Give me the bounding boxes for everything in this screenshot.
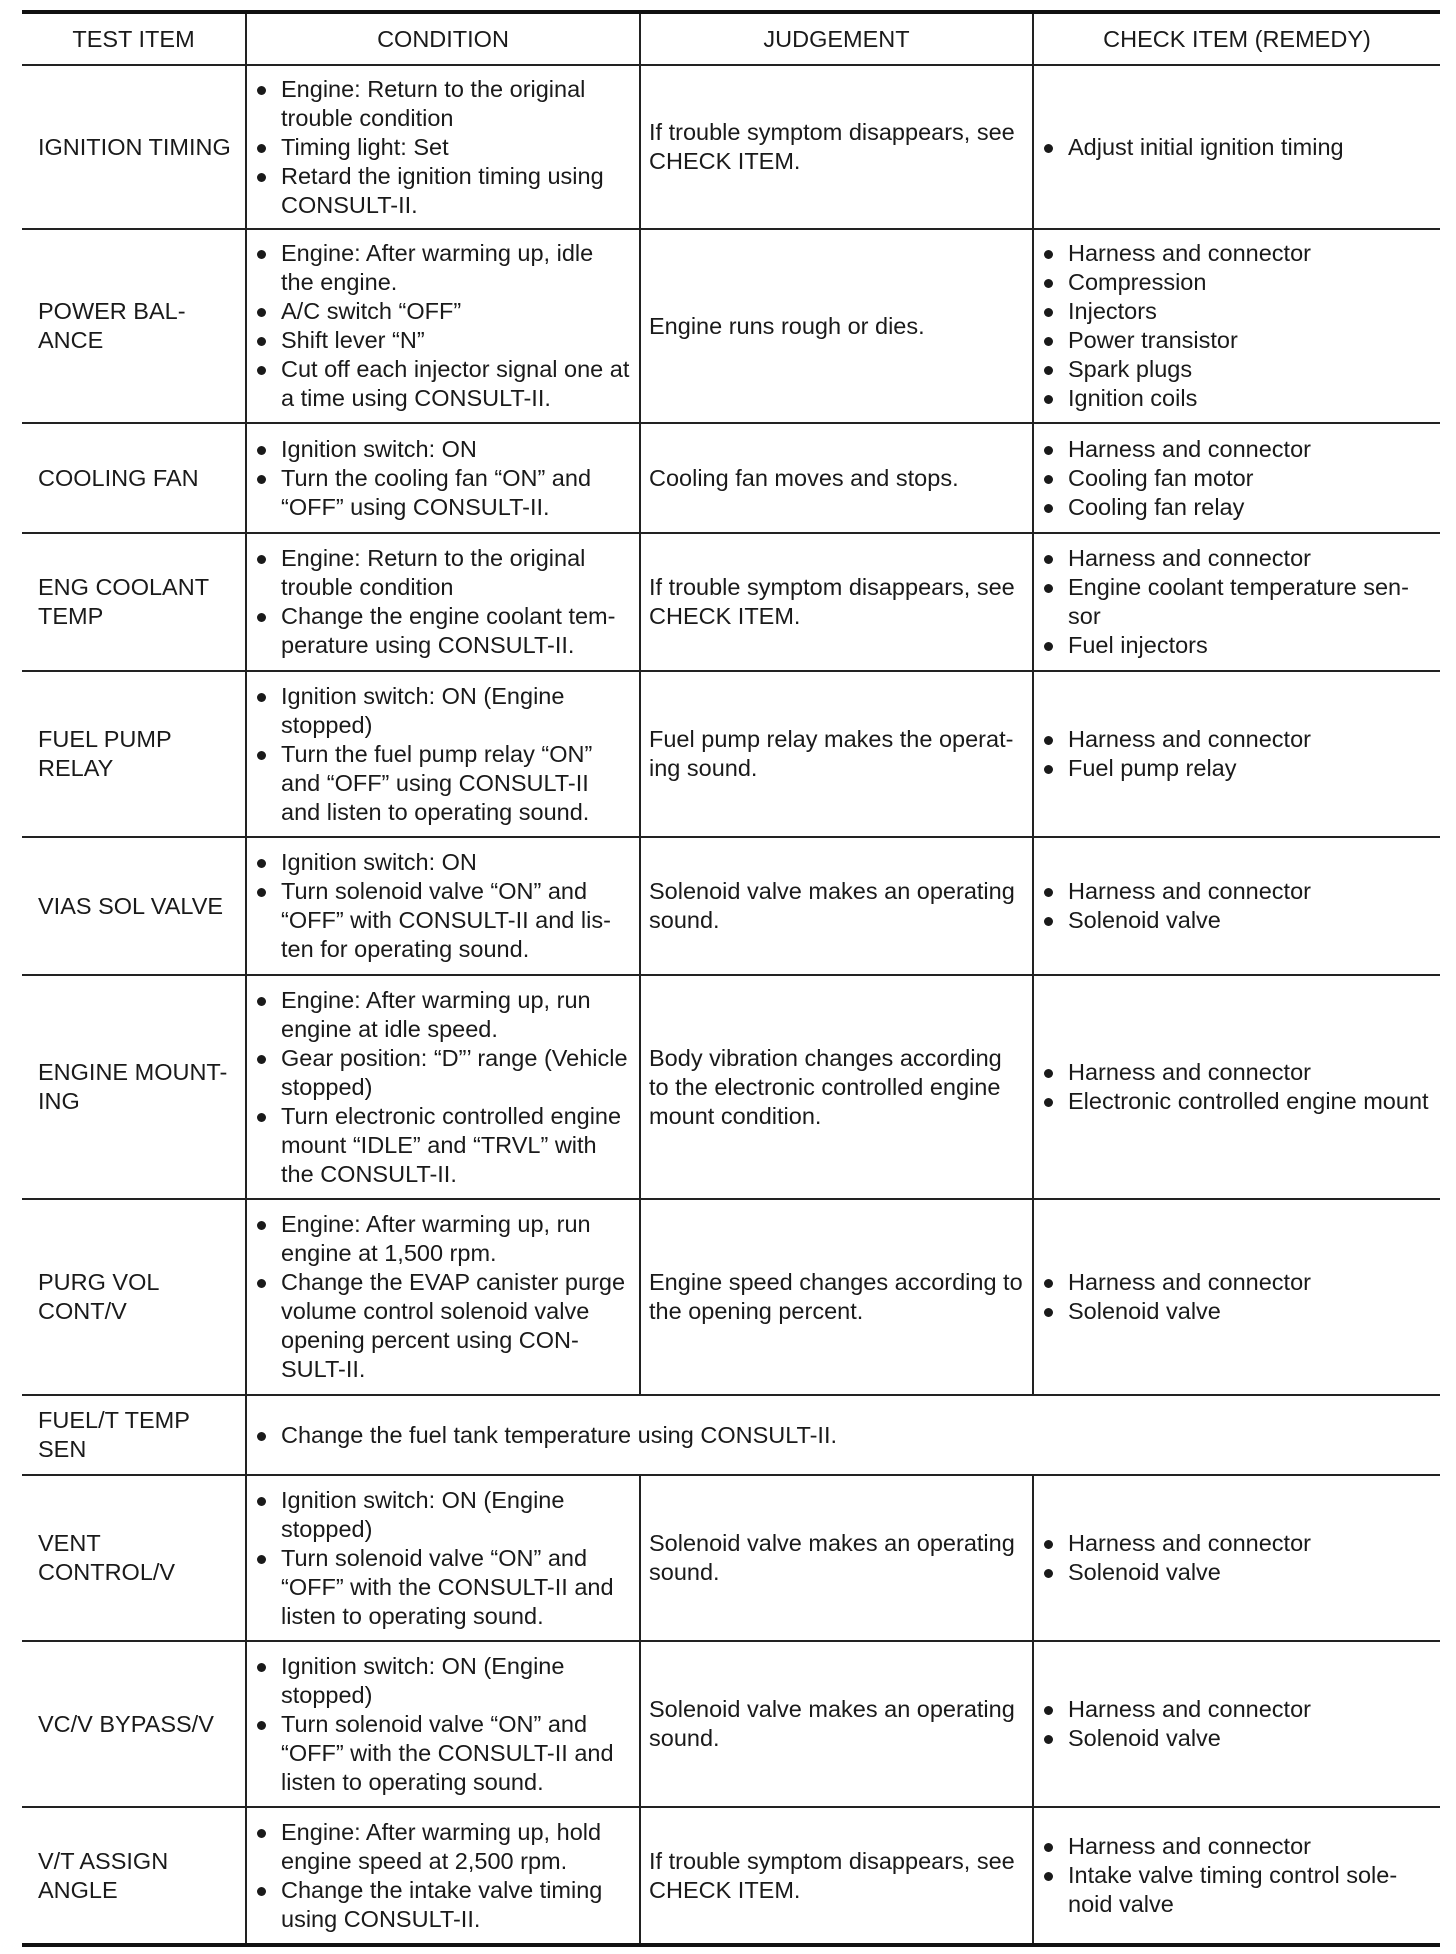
judgement-cell: Cooling fan moves and stops. [640, 423, 1033, 533]
check-item-list [1042, 133, 1432, 162]
condition-cell [246, 1641, 640, 1807]
condition-item: Ignition switch: ON (Engine stopped) [255, 682, 631, 740]
active-test-table [22, 10, 1440, 1947]
check-item-list [1042, 1058, 1432, 1116]
check-item-cell [1033, 1199, 1440, 1395]
condition-cell [246, 229, 640, 423]
check-item: Solenoid valve [1042, 1558, 1432, 1587]
check-item: Harness and connector [1042, 1695, 1432, 1724]
check-item-list [1042, 239, 1432, 413]
check-item: Harness and connector [1042, 1058, 1432, 1087]
check-item: Harness and connector [1042, 877, 1432, 906]
header-row [22, 12, 1440, 65]
condition-item: Ignition switch: ON (Engine stopped) [255, 1652, 631, 1710]
check-item: Power transistor [1042, 326, 1432, 355]
check-item: Harness and connector [1042, 435, 1432, 464]
test-item-cell: FUEL/T TEMP SEN [22, 1395, 246, 1475]
condition-list [255, 1486, 631, 1631]
condition-item: Turn solenoid valve “ON” and “OFF” with the CONSULT-II and listen to operating sound. [255, 1710, 631, 1797]
table-row [22, 1641, 1440, 1807]
condition-list [255, 75, 631, 220]
condition-item: Retard the ignition timing using CONSULT-II. [255, 162, 631, 220]
header-test-item: TEST ITEM [22, 12, 246, 65]
condition-item: Engine: Return to the original trouble condition [255, 544, 631, 602]
condition-item: Engine: After warming up, run engine at idle speed. [255, 986, 631, 1044]
condition-item: Timing light: Set [255, 133, 631, 162]
check-item-cell [1033, 423, 1440, 533]
condition-item: Ignition switch: ON [255, 435, 631, 464]
condition-list [255, 435, 631, 522]
check-item-cell [1033, 837, 1440, 975]
check-item: Harness and connector [1042, 1832, 1432, 1861]
check-item: Adjust initial ignition timing [1042, 133, 1432, 162]
check-item: Cooling fan motor [1042, 464, 1432, 493]
test-item-cell: COOLING FAN [22, 423, 246, 533]
test-item-cell: ENG COOLANT TEMP [22, 533, 246, 671]
judgement-cell: Solenoid valve makes an operating sound. [640, 837, 1033, 975]
test-item-cell: V/T ASSIGN ANGLE [22, 1807, 246, 1945]
condition-list [255, 986, 631, 1189]
condition-cell [246, 975, 640, 1199]
check-item: Harness and connector [1042, 1529, 1432, 1558]
check-item-cell [1033, 975, 1440, 1199]
condition-item: Engine: After warming up, idle the engine. [255, 239, 631, 297]
check-item: Ignition coils [1042, 384, 1432, 413]
condition-item: Engine: After warming up, run engine at 1,500 rpm. [255, 1210, 631, 1268]
check-item: Spark plugs [1042, 355, 1432, 384]
condition-cell [246, 65, 640, 229]
table-row [22, 1807, 1440, 1945]
header-condition: CONDITION [246, 12, 640, 65]
test-item-cell: VENT CONTROL/V [22, 1475, 246, 1641]
condition-item: Turn electronic controlled engine mount “IDLE” and “TRVL” with the CONSULT-II. [255, 1102, 631, 1189]
check-item: Engine coolant temperature sen-sor [1042, 573, 1432, 631]
judgement-cell: Solenoid valve makes an operating sound. [640, 1475, 1033, 1641]
check-item-cell [1033, 65, 1440, 229]
check-item-cell [1033, 1641, 1440, 1807]
table-row [22, 423, 1440, 533]
condition-list [255, 239, 631, 413]
condition-list [255, 1652, 631, 1797]
condition-item: Change the intake valve timing using CONSULT-II. [255, 1876, 631, 1934]
check-item: Harness and connector [1042, 1268, 1432, 1297]
condition-item: Cut off each injector signal one at a time using CONSULT-II. [255, 355, 631, 413]
test-item-cell: FUEL PUMP RELAY [22, 671, 246, 837]
check-item-list [1042, 877, 1432, 935]
test-item-cell: VIAS SOL VALVE [22, 837, 246, 975]
check-item-cell [1033, 229, 1440, 423]
judgement-cell: If trouble symptom disappears, see CHECK ITEM. [640, 65, 1033, 229]
check-item: Solenoid valve [1042, 1724, 1432, 1753]
condition-list [255, 544, 631, 660]
judgement-cell: If trouble symptom disappears, see CHECK ITEM. [640, 533, 1033, 671]
condition-cell [246, 423, 640, 533]
condition-cell [246, 837, 640, 975]
condition-cell [246, 1475, 640, 1641]
condition-item: A/C switch “OFF” [255, 297, 631, 326]
check-item-list [1042, 1268, 1432, 1326]
condition-item: Turn the fuel pump relay “ON” and “OFF” using CONSULT-II and listen to operating sound. [255, 740, 631, 827]
condition-cell [246, 533, 640, 671]
check-item: Injectors [1042, 297, 1432, 326]
condition-cell [246, 1199, 640, 1395]
condition-item: Engine: After warming up, hold engine speed at 2,500 rpm. [255, 1818, 631, 1876]
test-item-cell: ENGINE MOUNT-ING [22, 975, 246, 1199]
check-item-list [1042, 1529, 1432, 1587]
check-item-list [1042, 1832, 1432, 1919]
check-item: Fuel pump relay [1042, 754, 1432, 783]
judgement-cell: Engine runs rough or dies. [640, 229, 1033, 423]
table-row [22, 65, 1440, 229]
check-item: Harness and connector [1042, 544, 1432, 573]
table-row [22, 837, 1440, 975]
check-item-cell [1033, 533, 1440, 671]
condition-cell [246, 671, 640, 837]
test-item-cell: VC/V BYPASS/V [22, 1641, 246, 1807]
condition-item: Turn solenoid valve “ON” and “OFF” with the CONSULT-II and listen to operating sound. [255, 1544, 631, 1631]
judgement-cell: Engine speed changes according to the opening percent. [640, 1199, 1033, 1395]
check-item-list [1042, 544, 1432, 660]
judgement-cell: If trouble symptom disappears, see CHECK ITEM. [640, 1807, 1033, 1945]
judgement-cell: Solenoid valve makes an operating sound. [640, 1641, 1033, 1807]
condition-item: Engine: Return to the original trouble condition [255, 75, 631, 133]
table-row [22, 1475, 1440, 1641]
condition-item: Change the engine coolant tem-perature using CONSULT-II. [255, 602, 631, 660]
check-item: Harness and connector [1042, 725, 1432, 754]
check-item-list [1042, 435, 1432, 522]
check-item: Fuel injectors [1042, 631, 1432, 660]
condition-item: Change the fuel tank temperature using CONSULT-II. [255, 1421, 1432, 1450]
condition-item: Turn the cooling fan “ON” and “OFF” using CONSULT-II. [255, 464, 631, 522]
test-item-cell: IGNITION TIMING [22, 65, 246, 229]
check-item: Electronic controlled engine mount [1042, 1087, 1432, 1116]
condition-cell [246, 1807, 640, 1945]
condition-item: Shift lever “N” [255, 326, 631, 355]
check-item: Harness and connector [1042, 239, 1432, 268]
check-item: Intake valve timing control sole-noid valve [1042, 1861, 1432, 1919]
header-judgement: JUDGEMENT [640, 12, 1033, 65]
table-row [22, 229, 1440, 423]
condition-item: Ignition switch: ON (Engine stopped) [255, 1486, 631, 1544]
condition-item: Change the EVAP canister purge volume control solenoid valve opening percent using CON-SULT-II. [255, 1268, 631, 1384]
check-item-cell [1033, 1807, 1440, 1945]
check-item-cell [1033, 671, 1440, 837]
condition-item: Ignition switch: ON [255, 848, 631, 877]
judgement-cell: Fuel pump relay makes the operat-ing sound. [640, 671, 1033, 837]
table-row [22, 671, 1440, 837]
condition-list [255, 848, 631, 964]
condition-list [255, 1210, 631, 1384]
table-row [22, 533, 1440, 671]
table-row [22, 1199, 1440, 1395]
test-item-cell: POWER BAL-ANCE [22, 229, 246, 423]
check-item-cell [1033, 1475, 1440, 1641]
check-item: Solenoid valve [1042, 906, 1432, 935]
table-row [22, 1395, 1440, 1475]
header-check-item: CHECK ITEM (REMEDY) [1033, 12, 1440, 65]
check-item-list [1042, 1695, 1432, 1753]
check-item: Cooling fan relay [1042, 493, 1432, 522]
condition-list [255, 1818, 631, 1934]
condition-item: Gear position: “D”’ range (Vehicle stopped) [255, 1044, 631, 1102]
check-item-list [1042, 725, 1432, 783]
test-item-cell: PURG VOL CONT/V [22, 1199, 246, 1395]
judgement-cell: Body vibration changes according to the electronic controlled engine mount condition. [640, 975, 1033, 1199]
check-item: Compression [1042, 268, 1432, 297]
check-item: Solenoid valve [1042, 1297, 1432, 1326]
table-row [22, 975, 1440, 1199]
condition-list [255, 1421, 1432, 1450]
condition-list [255, 682, 631, 827]
condition-cell [246, 1395, 1440, 1475]
condition-item: Turn solenoid valve “ON” and “OFF” with CONSULT-II and lis-ten for operating sound. [255, 877, 631, 964]
